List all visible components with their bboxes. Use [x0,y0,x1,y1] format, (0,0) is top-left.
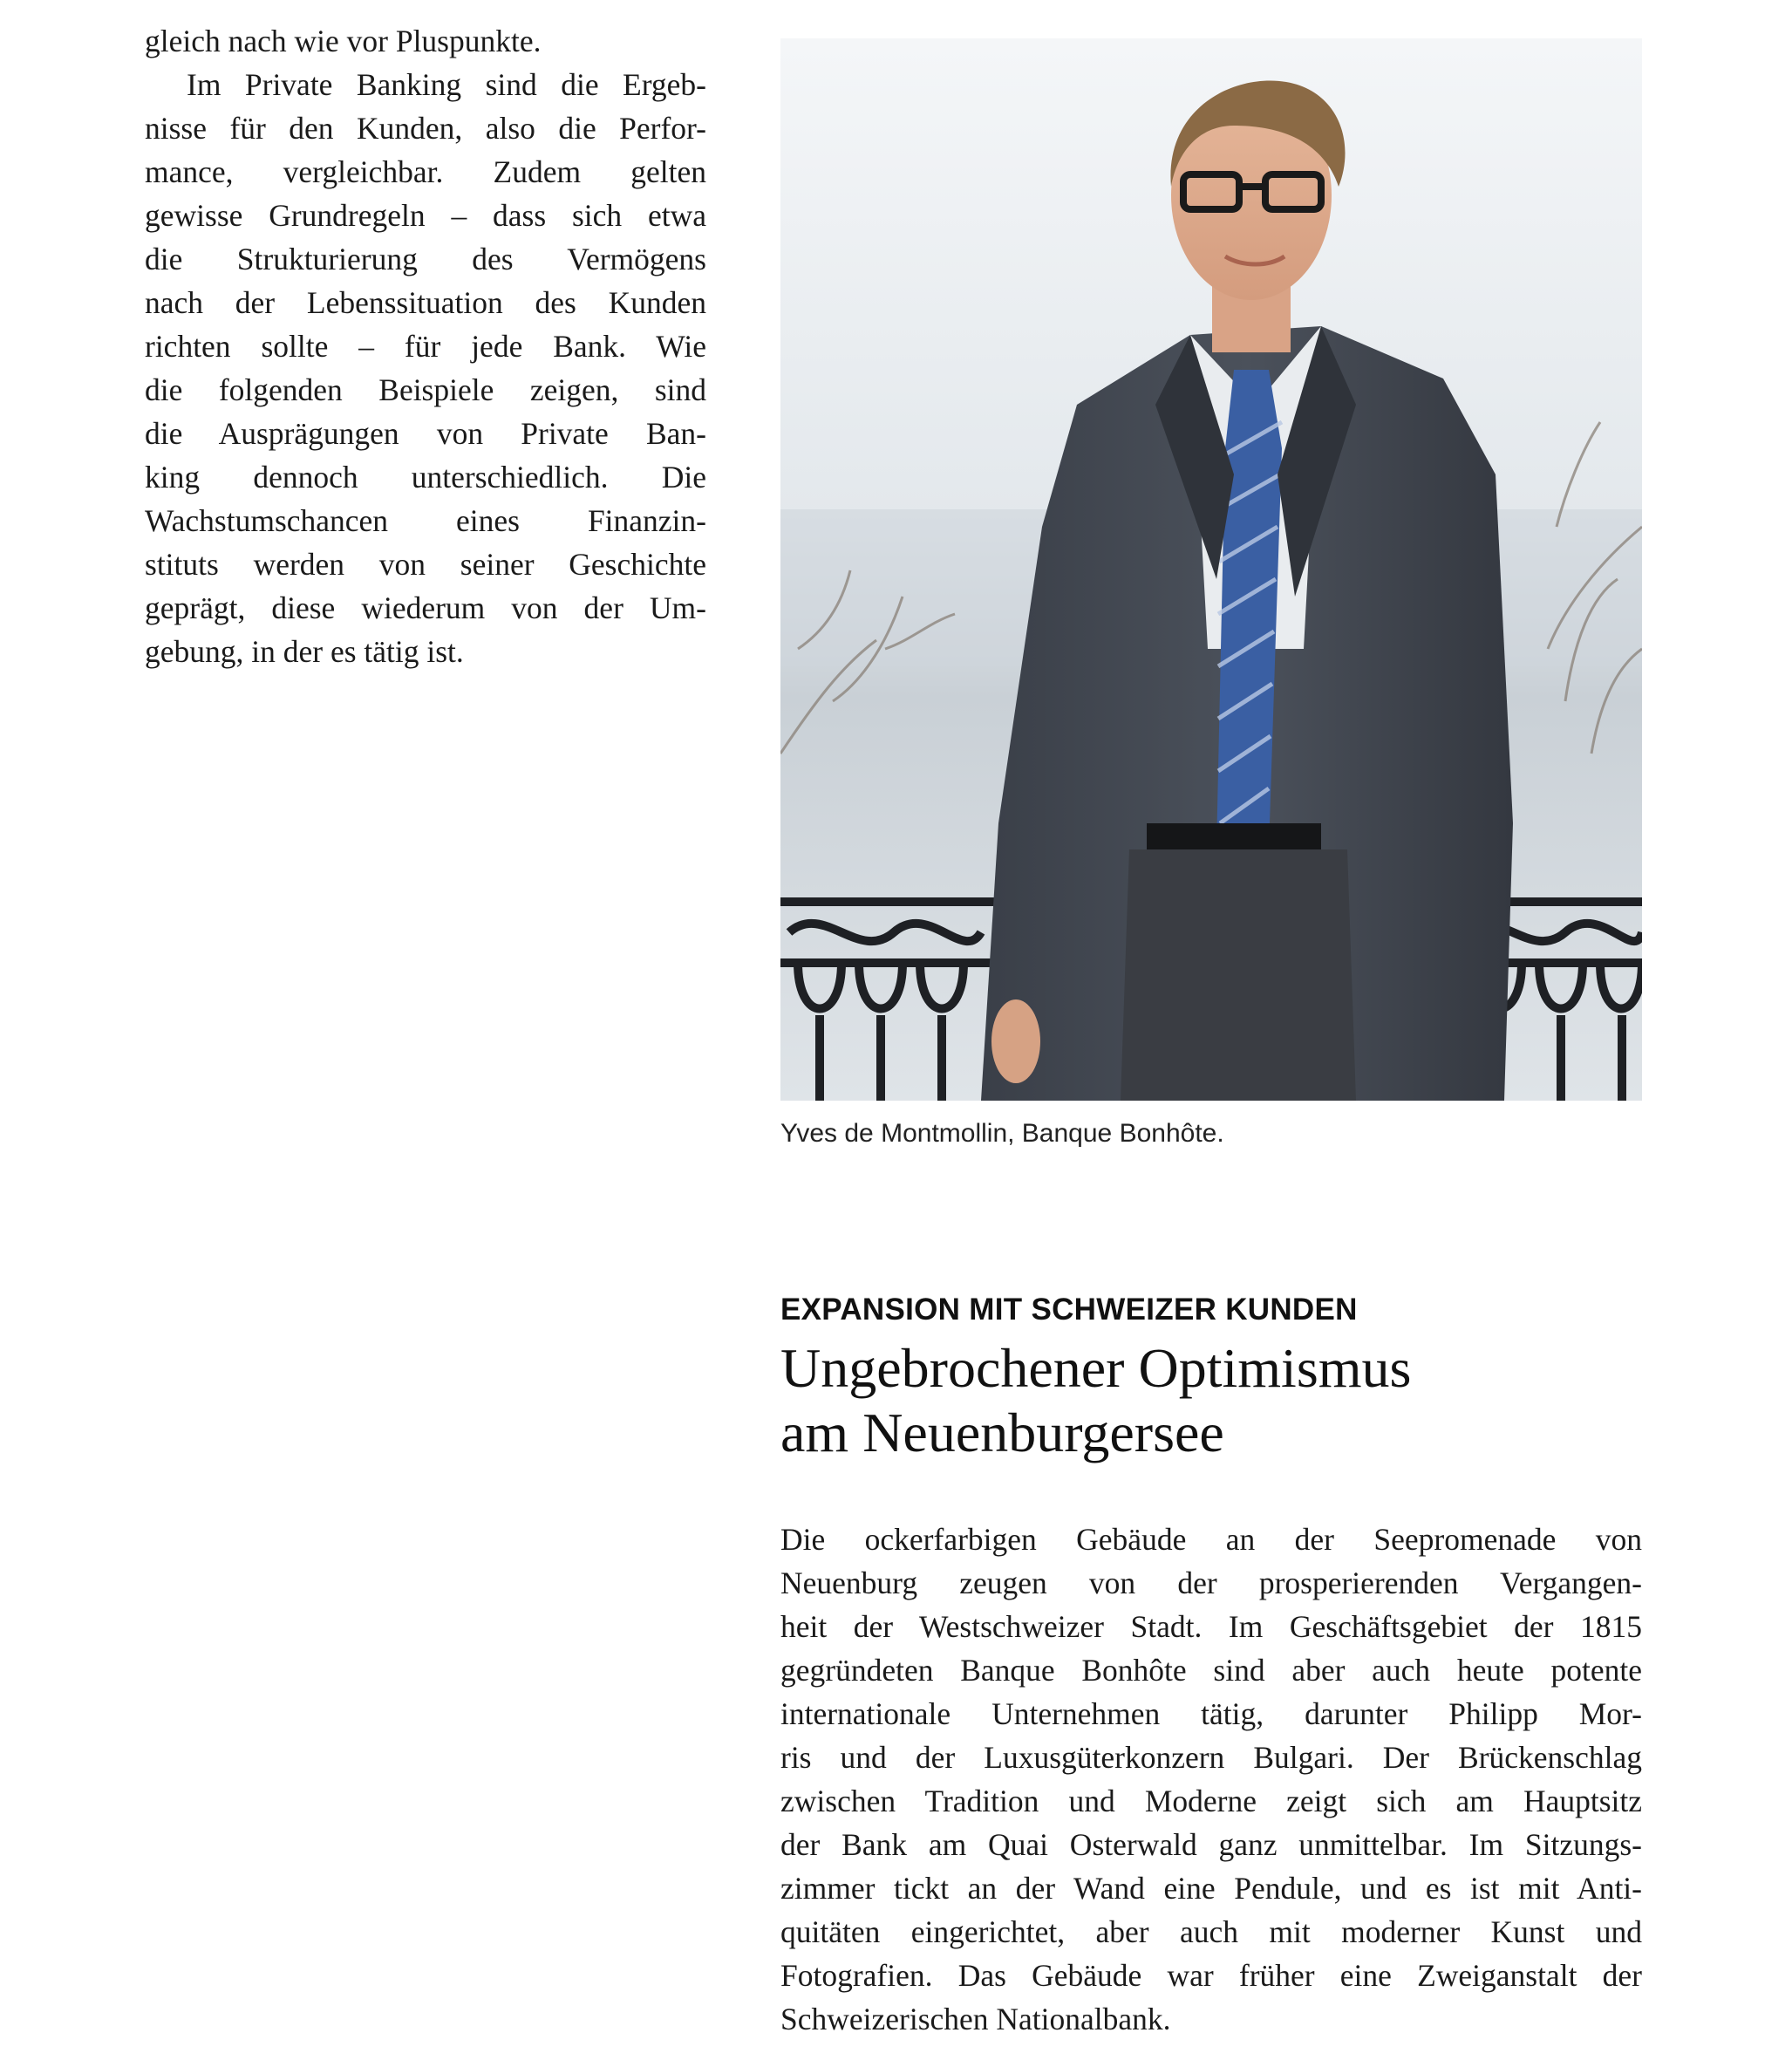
section-title-line: Ungebrochener Optimismus [780,1337,1412,1399]
text-line: gewisse Grundregeln – dass sich etwa [145,198,706,233]
text-line: geprägt, diese wiederum von der Um- [145,590,706,625]
text-line: gegründeten Banque Bonhôte sind aber auch heute potente [780,1653,1642,1688]
text-line: mance, vergleichbar. Zudem gelten [145,154,706,189]
text-line: nisse für den Kunden, also die Perfor- [145,111,706,146]
text-line: ris und der Luxusgüterkonzern Bulgari. Der Brückenschlag [780,1740,1642,1775]
text-line: die Ausprägungen von Private Ban- [145,416,706,451]
text-line: quitäten eingerichtet, aber auch mit moderner Kunst und [780,1914,1642,1949]
text-line: internationale Unternehmen tätig, darunter Philipp Mor- [780,1696,1642,1731]
text-line: der Bank am Quai Osterwald ganz unmittelbar. Im Sitzungs- [780,1827,1642,1862]
text-line: gleich nach wie vor Pluspunkte. [145,24,542,58]
section-title-line: am Neuenburgersee [780,1402,1224,1463]
photo-caption: Yves de Montmollin, Banque Bonhôte. [780,1119,1224,1148]
text-line: richten sollte – für jede Bank. Wie [145,329,706,364]
text-line: Neuenburg zeugen von der prosperierenden Vergangen- [780,1565,1642,1600]
text-line: stituts werden von seiner Geschichte [145,547,706,582]
section-kicker: EXPANSION MIT SCHWEIZER KUNDEN [780,1293,1358,1327]
text-line: zimmer tickt an der Wand eine Pendule, und es ist mit Anti- [780,1871,1642,1906]
left-column-text [145,19,706,673]
text-line: king dennoch unterschiedlich. Die [145,460,706,495]
text-line: Im Private Banking sind die Ergeb- [187,67,706,102]
text-line: nach der Lebenssituation des Kunden [145,285,706,320]
text-line: Schweizerischen Nationalbank. [780,2002,1171,2036]
text-line: die Strukturierung des Vermögens [145,242,706,276]
article-body [780,1518,1642,2041]
text-line: heit der Westschweizer Stadt. Im Geschäftsgebiet der 1815 [780,1609,1642,1644]
text-line: Die ockerfarbigen Gebäude an der Seepromenade von [780,1522,1642,1557]
portrait-photo [780,38,1642,1101]
text-line: zwischen Tradition und Moderne zeigt sich am Hauptsitz [780,1784,1642,1818]
text-line: die folgenden Beispiele zeigen, sind [145,372,706,407]
text-line: gebung, in der es tätig ist. [145,634,464,669]
text-line: Wachstumschancen eines Finanzin- [145,503,706,538]
text-line: Fotografien. Das Gebäude war früher eine Zweiganstalt der [780,1958,1642,1993]
section-title [780,1336,1411,1465]
